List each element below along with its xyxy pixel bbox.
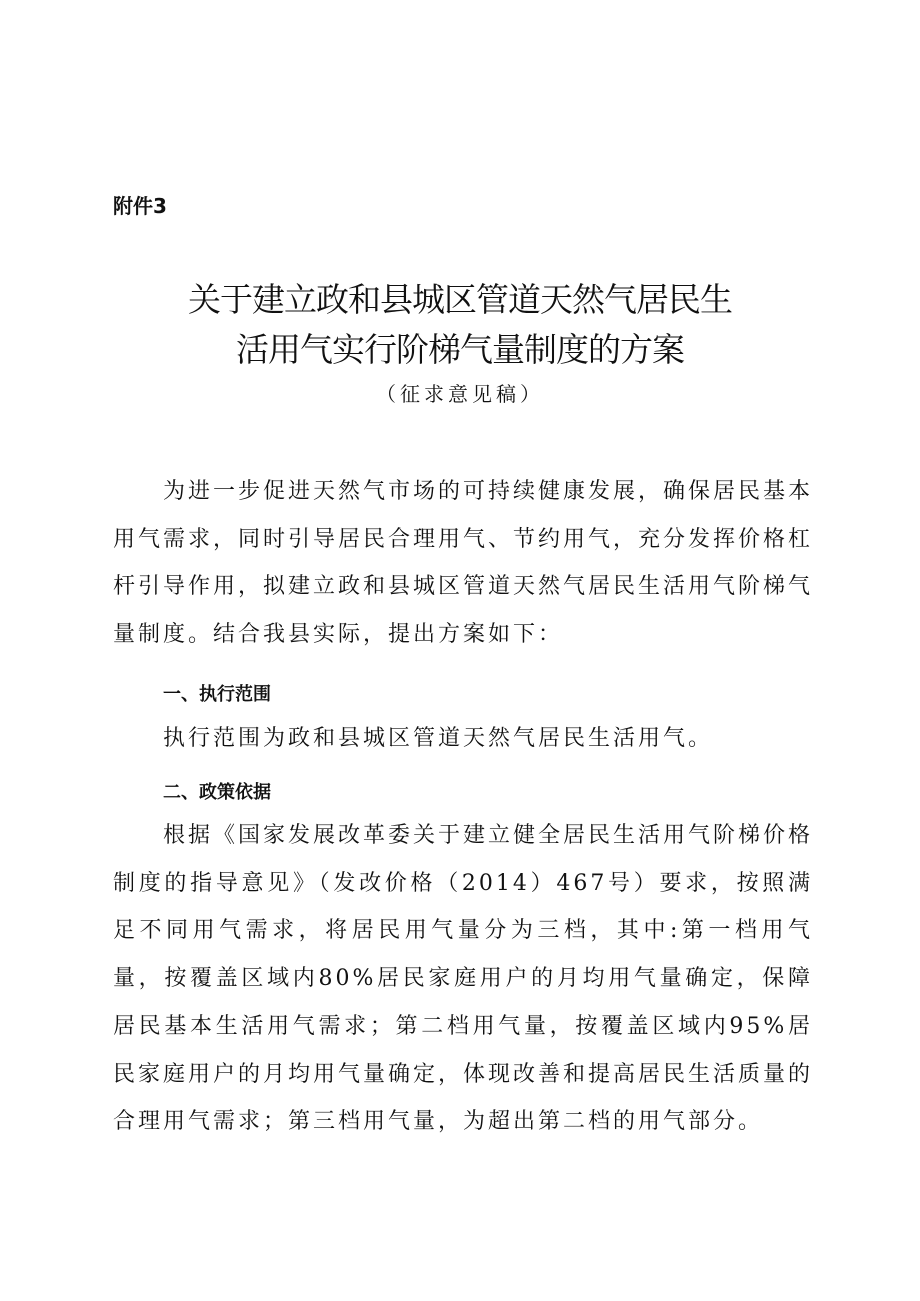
intro-paragraph: 为进一步促进天然气市场的可持续健康发展，确保居民基本用气需求，同时引导居民合理用气、节约用气，充分发挥价格杠杆引导作用，拟建立政和县城区管道天然气居民生活用气阶梯气量制度。结合我县实际，提出方案如下：	[113, 479, 814, 648]
document-title-line-1: 关于建立政和县城区管道天然气居民生	[188, 280, 732, 319]
document-title-line-2: 活用气实行阶梯气量制度的方案	[236, 330, 684, 369]
section-body-basis: 根据《国家发展改革委关于建立健全居民生活用气阶梯价格制度的指导意见》（发改价格（2014）467号）要求，按照满足不同用气需求，将居民用气量分为三档，其中:第一档用气量，按覆盖区域内80%居民家庭用户的月均用气量确定，保障居民基本生活用气需求；第二档用气量，按覆盖区域内95%居民家庭用户的月均用气量确定，体现改善和提高居民生活质量的合理用气需求；第三档用气量，为超出第二档的用气部分。	[113, 823, 814, 1135]
section-heading-basis: 二、政策依据	[163, 782, 271, 803]
section-body-scope: 执行范围为政和县城区管道天然气居民生活用气。	[163, 726, 714, 751]
attachment-label: 附件3	[113, 194, 167, 218]
section-heading-scope: 一、执行范围	[163, 684, 271, 705]
document-subtitle: （征求意见稿）	[376, 382, 544, 406]
